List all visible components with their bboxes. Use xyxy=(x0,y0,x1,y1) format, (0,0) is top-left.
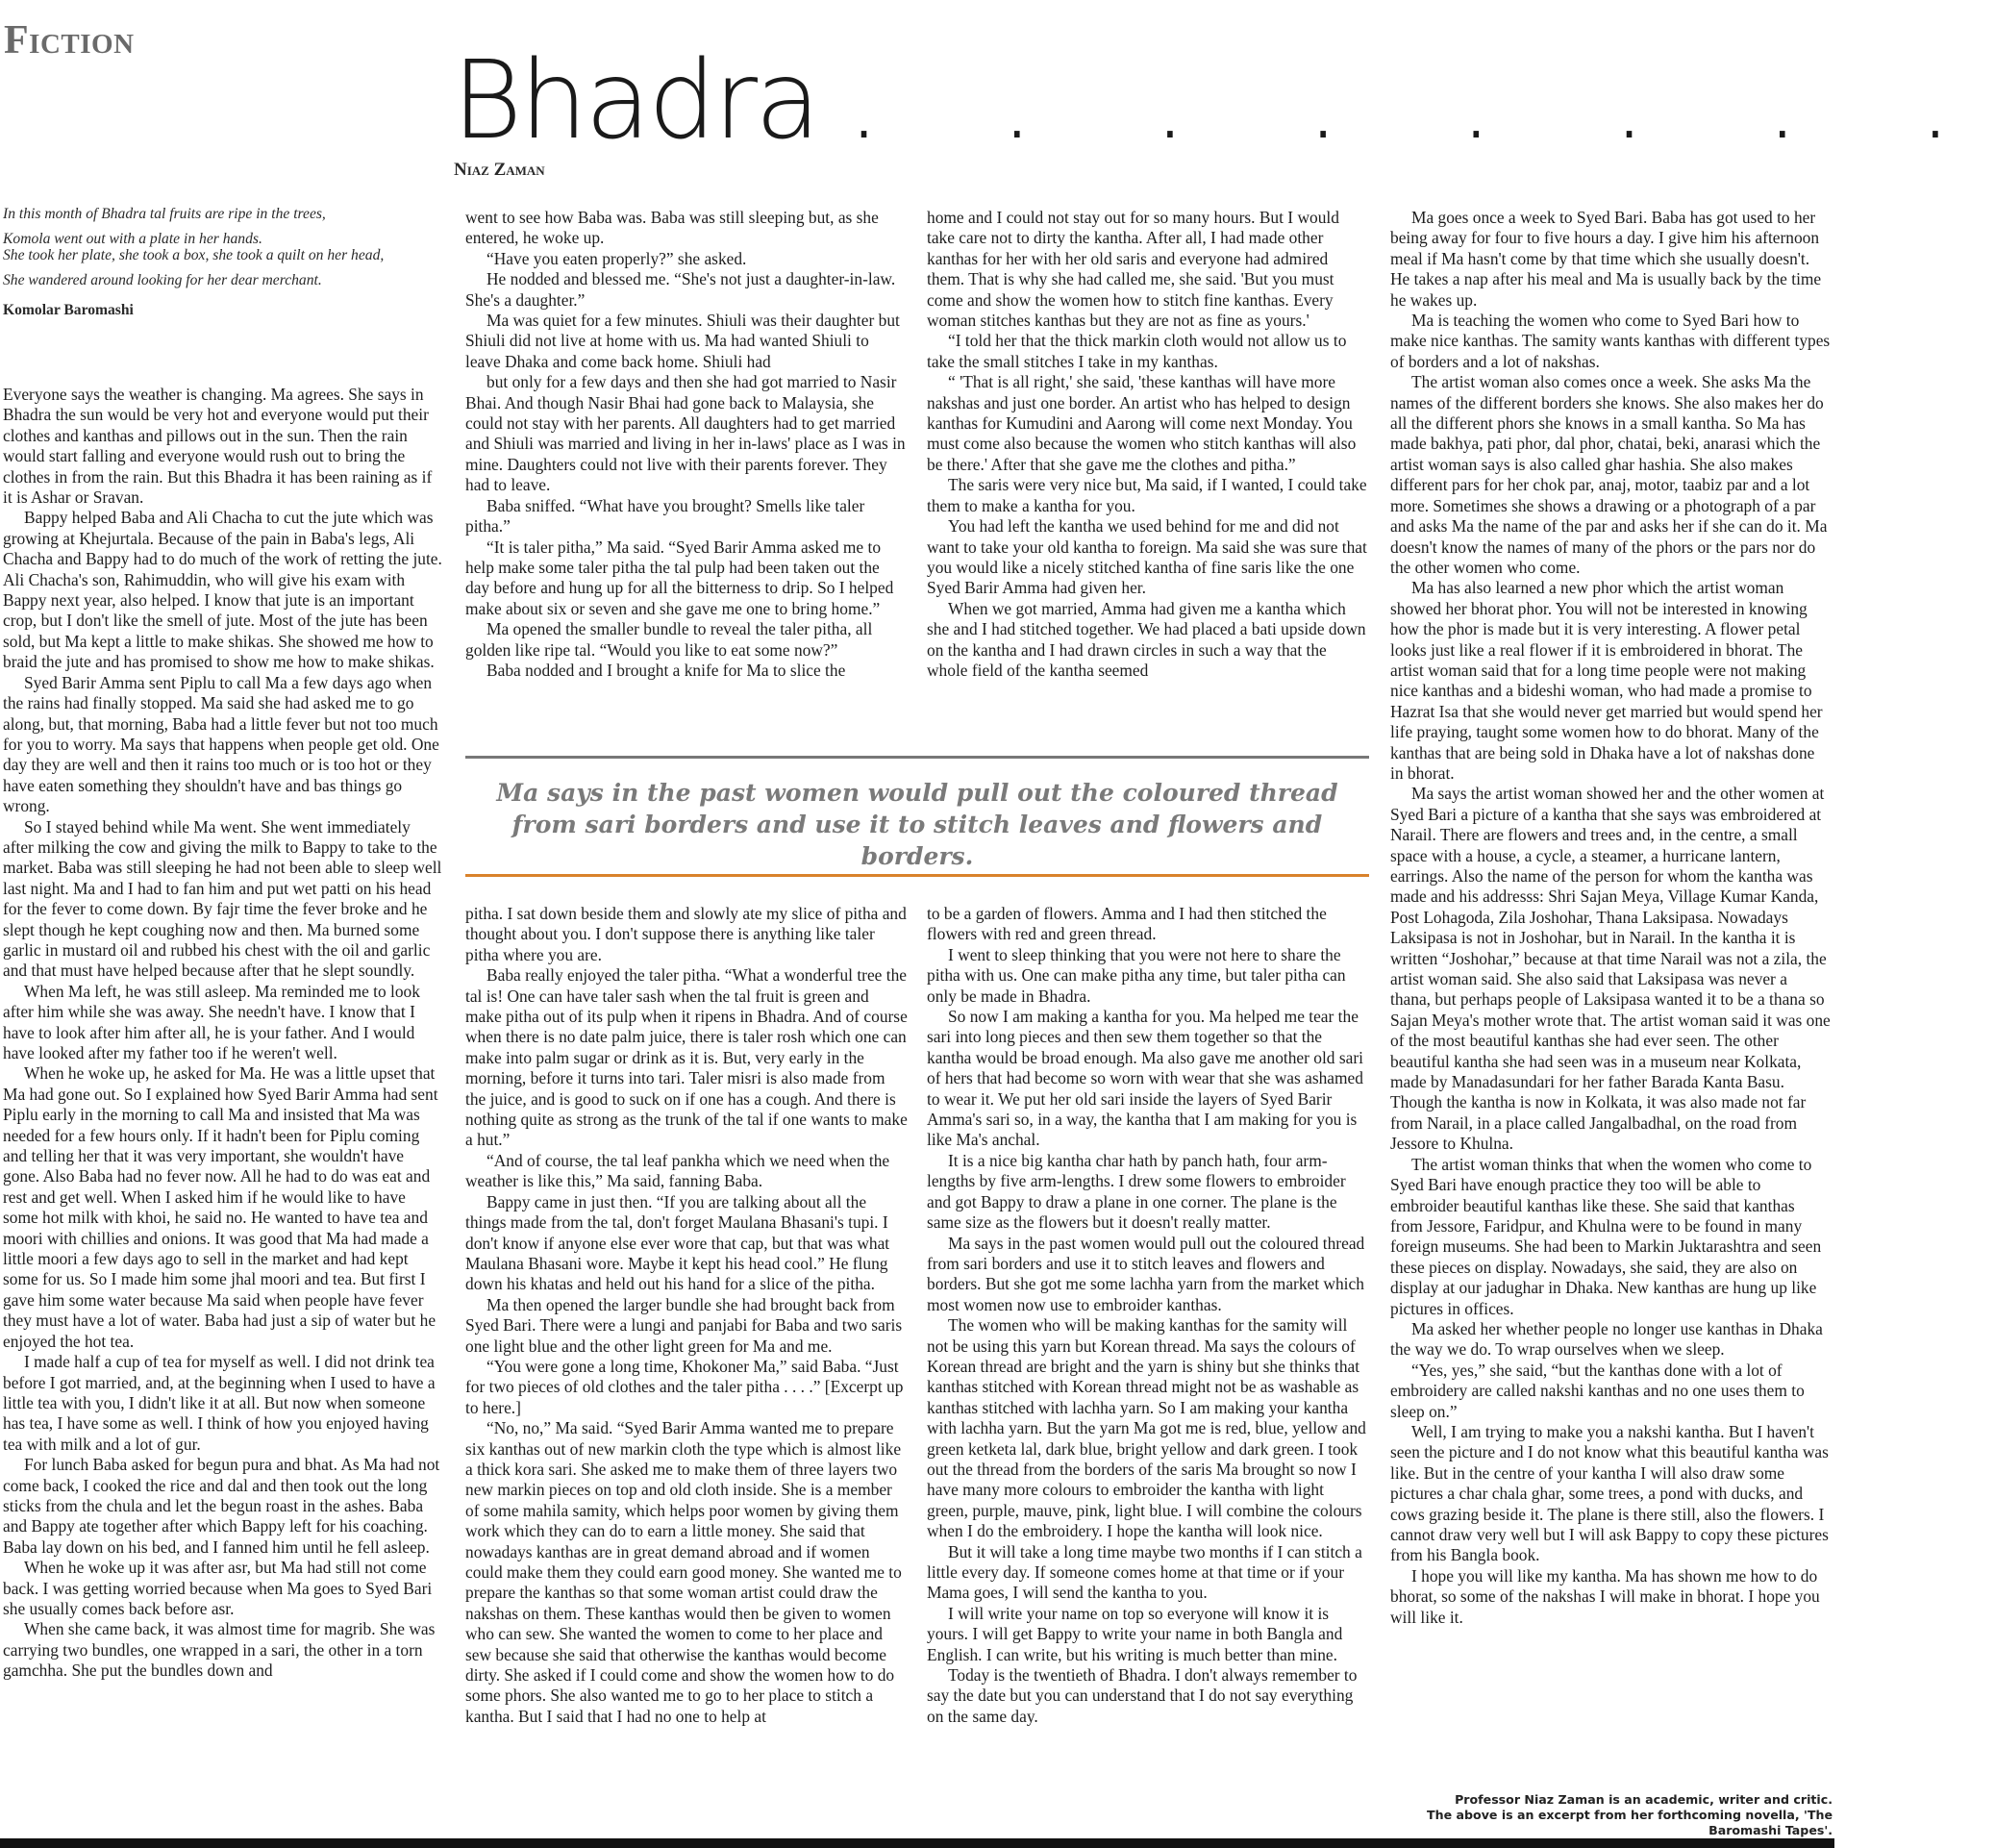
article-paragraph: But it will take a long time maybe two months if I can stitch a little every day. If someone comes home at that time or if your Mama goes, I will send the kantha to you. xyxy=(927,1541,1362,1603)
article-paragraph: When Ma left, he was still asleep. Ma reminded me to look after him while she was away. She needn't have. I know that I have to look after him after all, he is your father. And I would have looked after my father too if he weren't well. xyxy=(3,981,420,1062)
article-paragraph: When we got married, Amma had given me a kantha which she and I had stitched together. We had placed a bati upside down on the kantha and I had drawn circles in such a way that the whole field of the kantha seemed xyxy=(927,598,1366,680)
author-byline: Niaz Zaman xyxy=(454,160,545,180)
article-column-3-top xyxy=(927,208,1369,742)
verse-line: She wandered around looking for her dear merchant. xyxy=(3,272,322,288)
article-column-2-top xyxy=(465,208,908,742)
article-paragraph: He nodded and blessed me. “She's not just a daughter-in-law. She's a daughter.” xyxy=(465,269,896,310)
article-paragraph: The artist woman thinks that when the women who come to Syed Bari have enough practice they too will be able to embroider beautiful kanthas like these. She said that kanthas from Jessore, Faridpur, and Khulna were to be found in many foreign museums. She had been to Markin Juktarashtra and seen these pieces on display. Nowadays, she said, they are also on display at our jadughar in Dhaka. New kanthas are hung up like pictures in offices. xyxy=(1390,1154,1822,1318)
article-paragraph: When he woke up, he asked for Ma. He was a little upset that Ma had gone out. So I explained how Syed Barir Amma had sent Piplu early in the morning to call Ma and insisted that Ma was needed for a few hours only. If it hadn't been for Piplu coming and telling her that it was very important, she wouldn't have gone. Also Baba had no fever now. All he had to do was eat and rest and get well. When I asked him if he would like to have some hot milk with khoi, he said no. He wanted to have tea and moori with chillies and onions. It was good that Ma had made a little moori a few days ago to sell in the market and had kept some for us. So I made him some jhal moori and tea. But first I gave him some water because Ma said when people have fever they must have a lot of water. Baba had just a sip of water but he enjoyed the hot tea. xyxy=(3,1063,438,1351)
article-paragraph: to be a garden of flowers. Amma and I had then stitched the flowers with red and green thread. xyxy=(927,904,1327,944)
article-paragraph: pitha. I sat down beside them and slowly ate my slice of pitha and thought about you. I don't suppose there is anything like taler pitha where you are. xyxy=(465,904,907,964)
article-paragraph: Baba nodded and I brought a knife for Ma to slice the xyxy=(486,660,846,680)
article-paragraph: For lunch Baba asked for begun pura and bhat. As Ma had not come back, I cooked the rice and dal and then took out the long sticks from the chula and let the begun roast in the ashes. Baba and Bappy ate together after which Bappy left for his coaching. Baba lay down on his bed, and I fanned him until he fell asleep. xyxy=(3,1455,440,1557)
verse-line: Komola went out with a plate in her hands. xyxy=(3,231,262,247)
article-paragraph: Syed Barir Amma sent Piplu to call Ma a few days ago when the rains had finally stopped. Ma said she had asked me to go along, but, that morning, Baba had a little fever but not too much for you to worry. Ma says that happens when people get old. One day they are well and then it rains too much or is too hot or they have eaten something they shouldn't have and bas things go wrong. xyxy=(3,672,439,816)
pull-quote: Ma says in the past women would pull out the coloured thread from sari borders and use it to stitch leaves and flowers and borders. xyxy=(496,779,1338,870)
verse-line: She took her plate, she took a box, she took a quilt on her head, xyxy=(3,247,385,263)
article-paragraph: Ma says in the past women would pull out the coloured thread from sari borders and use it to stitch leaves and flowers and borders. But she got me some lachha yarn from the market which most women now use to embroider kanthas. xyxy=(927,1233,1365,1314)
verse-line: In this month of Bhadra tal fruits are ripe in the trees, xyxy=(3,206,326,222)
article-column-2-bottom xyxy=(465,904,908,1838)
article-paragraph: Ma has also learned a new phor which the artist woman showed her bhorat phor. You will not be interested in knowing how the phor is made but it is very interesting. A flower petal looks just like a real flower if it is embroidered in bhorat. The artist woman said that for a long time people were not making nice kanthas and a bideshi woman, who had made a promise to Hazrat Isa that she would never get married but would spend her life praying, taught some women how to do bhorat. Many of the kanthas that are being sold in Dhaka have a lot of nakshas done in bhorat. xyxy=(1390,578,1823,783)
article-paragraph: When she came back, it was almost time for magrib. She was carrying two bundles, one wrapped in a sari, the other in a torn gamchha. She put the bundles down and xyxy=(3,1619,436,1681)
article-paragraph: Ma says the artist woman showed her and the other women at Syed Bari a picture of a kantha that she says was embroidered at Narail. There are flowers and trees and, in the centre, a small space with a house, a cycle, a steamer, a hurricane lantern, earrings. Also the name of the person for whom the kantha was made and his addresss: Shri Sajan Meya, Village Kumar Kanda, Post Lohagoda, Zila Joshohar, Thana Laksipasa. Nowadays Laksipasa is not in Joshohar, but in Narail. In the kantha it is written “Joshohar,” because at that time Narail was not a zila, the artist woman said. She also said that Laksipasa was never a thana, but perhaps people of Laksipasa wanted it to be a thana so Sajan Meya's mother wrote that. The artist woman said it was one of the most beautiful kanthas she had ever seen. The other beautiful kantha she had seen was in a museum near Kolkata, made by Manadasundari for her father Barada Kanta Basu. Though the kantha is now in Kolkata, it was also made not far from Narail, in a place called Jangalbadhal, on the road from Jessore to Khulna. xyxy=(1390,784,1831,1154)
article-paragraph: but only for a few days and then she had got married to Nasir Bhai. And though Nasir Bhai had gone back to Malaysia, she could not stay with her parents. All daughters had to get married and Shiuli was married and living in her in-laws' place as I was in mine. Daughters could not live with their parents forever. They had to leave. xyxy=(465,372,906,495)
article-paragraph: “No, no,” Ma said. “Syed Barir Amma wanted me to prepare six kanthas out of new markin cloth the type which is almost like a thick kora sari. She asked me to make them of three layers two new markin pieces on top and old cloth inside. She is a member of some mahila samity, which helps poor women by giving them work which they can do to earn a little money. She said that nowadays kanthas are in great demand abroad and if women could make them they could earn good money. She wanted me to prepare the kanthas so that some woman artist could draw the nakshas on them. These kanthas would then be given to women who can sew. She wanted the women to come to her place and sew because she said that otherwise the kanthas would become dirty. She asked if I could come and show the women how to do some phors. She also wanted me to go to her place to stitch a kantha. But I said that I had no one to help at xyxy=(465,1418,902,1726)
author-bio-line: The above is an excerpt from her forthcoming novella, 'The Baromashi Tapes'. xyxy=(1427,1808,1833,1837)
story-title xyxy=(452,37,1995,165)
article-paragraph: Bappy came in just then. “If you are talking about all the things made from the tal, don't forget Maulana Bhasani's tupi. I don't know if anyone else ever wore that cap, but that was what Maulana Bhasani wore. Maybe it kept his head cool.” He flung down his khatas and held out his hand for a slice of the pitha. xyxy=(465,1191,890,1294)
article-paragraph: Well, I am trying to make you a nakshi kantha. But I haven't seen the picture and I do not know what this beautiful kantha was like. But in the centre of your kantha I will also draw some pictures a char chala ghar, some trees, a pond with ducks, and cows grazing beside it. The plane is there still, also the flowers. I cannot draw very well but I will ask Bappy to copy these pictures from his Bangla book. xyxy=(1390,1421,1829,1565)
article-paragraph: The women who will be making kanthas for the samity will not be using this yarn but Korean thread. Ma says the colours of Korean thread are bright and the yarn is shiny but she thinks that kanthas stitched with Korean thread might not be as washable as kanthas stitched with lachha yarn. So I am making your kantha with lachha yarn. But the yarn Ma got me is red, blue, yellow and green ketketa lal, dark blue, bright yellow and dark green. I took out the thread from the borders of the saris Ma brought so now I have many more colours to embroider the kantha with light green, purple, mauve, pink, light blue. I will combine the colours when I do the embroidery. I hope the kantha will look nice. xyxy=(927,1315,1366,1541)
article-paragraph: “ 'That is all right,' she said, 'these kanthas will have more nakshas and just one border. An artist who has helped to design kanthas for Kumudini and Aarong will come next Monday. You must come also because the women who stitch kanthas will also be there.' After that she gave me the clothes and pitha.” xyxy=(927,372,1357,474)
article-paragraph: Bappy helped Baba and Ali Chacha to cut the jute which was growing at Khejurtala. Because of the pain in Baba's legs, Ali Chacha and Bappy had to do much of the work of retting the jute. Ali Chacha's son, Rahimuddin, who will give his exam with Bappy next year, also helped. I know that jute is an important crop, but I don't like the smell of jute. Most of the jute has been sold, but Ma kept a little to make shikas. She showed me how to braid the jute and has promised to show me how to make shikas. xyxy=(3,508,442,672)
article-paragraph: home and I could not stay out for so many hours. But I would take care not to dirty the kantha. After all, I had made other kanthas for her with her old saris and everyone had admired them. That is why she had called me, she said. 'But you must come and show the women how to stitch fine kanthas. Every woman stitches kanthas but they are not as fine as yours.' xyxy=(927,208,1339,331)
article-paragraph: “I told her that the thick markin cloth would not allow us to take the small stitches I take in my kanthas. xyxy=(927,331,1347,371)
article-paragraph: It is a nice big kantha char hath by panch hath, four arm-lengths by five arm-lengths. I drew some flowers to embroider and got Bappy to draw a plane in one corner. The plane is the same size as the flowers but it doesn't really matter. xyxy=(927,1150,1346,1233)
article-paragraph: Ma was quiet for a few minutes. Shiuli was their daughter but Shiuli did not live at home with us. Ma had wanted Shiuli to leave Dhaka and come back home. Shiuli had xyxy=(465,311,900,371)
author-bio-line: Professor Niaz Zaman is an academic, writer and critic. xyxy=(1455,1792,1833,1807)
pull-quote-bottom-rule xyxy=(465,874,1369,877)
article-paragraph: Baba sniffed. “What have you brought? Smells like taler pitha.” xyxy=(465,495,865,537)
verse-source: Komolar Baromashi xyxy=(3,302,134,318)
article-column-3-bottom xyxy=(927,904,1369,1838)
article-paragraph: Ma opened the smaller bundle to reveal the taler pitha, all golden like ripe tal. “Would you like to eat some now?” xyxy=(465,619,873,660)
pull-quote-top-rule xyxy=(465,756,1369,759)
article-paragraph: “Have you eaten properly?” she asked. xyxy=(486,248,747,268)
article-paragraph: “You were gone a long time, Khokoner Ma,” said Baba. “Just for two pieces of old clothes and the taler pitha . . . .” [Excerpt up to here.] xyxy=(465,1356,904,1417)
epigraph xyxy=(3,206,445,327)
article-paragraph: I will write your name on top so everyone will know it is yours. I will get Bappy to write your name in both Bangla and English. I can write, but his writing is much better than mine. xyxy=(927,1603,1343,1664)
article-paragraph: went to see how Baba was. Baba was still sleeping but, as she entered, he woke up. xyxy=(465,208,879,248)
article-paragraph: When he woke up it was after asr, but Ma had still not come back. I was getting worried because when Ma goes to Syed Bari she usually comes back before asr. xyxy=(3,1558,433,1618)
article-paragraph: “Yes, yes,” she said, “but the kanthas done with a lot of embroidery are called nakshi kanthas and no one uses them to sleep on.” xyxy=(1390,1360,1805,1421)
article-paragraph: So I stayed behind while Ma went. She went immediately after milking the cow and giving the milk to Bappy to take to the market. Baba was still sleeping he had not been able to sleep well last night. Ma and I had to fan him and put wet patti on his head for the fever to come down. By fajr time the fever broke and he slept though he kept coughing now and then. Ma burned some garlic in mustard oil and rubbed his chest with the oil and garlic and that must have helped because after that he slept soundly. xyxy=(3,816,442,981)
article-paragraph: Today is the twentieth of Bhadra. I don't always remember to say the date but you can understand that I do not say everything on the same day. xyxy=(927,1665,1358,1726)
article-paragraph: Ma is teaching the women who come to Syed Bari how to make nice kanthas. The samity wants kanthas with different types of borders and a lot of nakshas. xyxy=(1390,311,1831,371)
title-dots: . . . . . . . . xyxy=(846,38,1995,163)
article-paragraph: Ma then opened the larger bundle she had brought back from Syed Bari. There were a lungi and panjabi for Baba and two saris one light blue and the other light green for Ma and me. xyxy=(465,1294,903,1356)
article-paragraph: The saris were very nice but, Ma said, if I wanted, I could take them to make a kantha for you. xyxy=(927,475,1367,515)
article-column-1 xyxy=(3,385,443,1838)
article-paragraph: Baba really enjoyed the taler pitha. “What a wonderful tree the tal is! One can have taler sash when the tal fruit is green and make pitha out of its pulp when it ripens in Bhadra. And of course when there is no date palm juice, there is taler rosh which one can make into palm sugar or drink as it is. But, very early in the morning, before it turns into tari. Taler misri is also made from the juice, and is good to suck on if one has a cough. And there is nothing quite as strong as the trunk of the tal if one wants to make a hut.” xyxy=(465,965,908,1150)
page-bottom-bar xyxy=(0,1838,1834,1848)
author-bio xyxy=(1404,1792,1833,1838)
story-title-text: Bhadra xyxy=(452,38,818,163)
article-column-4 xyxy=(1390,208,1831,1785)
article-paragraph: Ma goes once a week to Syed Bari. Baba has got used to her being away for four to five hours a day. I give him his afternoon meal if Ma hasn't come by that time which she usually doesn't. He takes a nap after his meal and Ma is usually back by the time he wakes up. xyxy=(1390,208,1822,310)
article-paragraph: Ma asked her whether people no longer use kanthas in Dhaka the way we do. To wrap ourselves when we sleep. xyxy=(1390,1318,1823,1360)
article-paragraph: I hope you will like my kantha. Ma has shown me how to do bhorat, so some of the nakshas I will make in bhorat. I hope you will like it. xyxy=(1390,1565,1820,1627)
article-paragraph: I made half a cup of tea for myself as well. I did not drink tea before I got married, and, at the beginning when I used to have a little tea with you, I didn't like it at all. But now when someone has tea, I have some as well. I think of how you enjoyed having tea with milk and a lot of gur. xyxy=(3,1352,436,1454)
article-paragraph: “And of course, the tal leaf pankha which we need when the weather is like this,” Ma said, fanning Baba. xyxy=(465,1150,890,1191)
article-paragraph: I went to sleep thinking that you were not here to share the pitha with us. One can make pitha any time, but taler pitha can only be made in Bhadra. xyxy=(927,944,1346,1006)
article-paragraph: You had left the kantha we used behind for me and did not want to take your old kantha to foreign. Ma said she was sure that you would like a nicely stitched kantha of fine saris like the one Syed Barir Amma had given her. xyxy=(927,516,1367,598)
article-paragraph: “It is taler pitha,” Ma said. “Syed Barir Amma asked me to help make some taler pitha the tal pulp had been taken out the day before and hung up for all the bitterness to drip. So I helped make about six or seven and she gave me one to bring home.” xyxy=(465,537,894,618)
article-paragraph: The artist woman also comes once a week. She asks Ma the names of the different borders she knows. She also makes her do all the different phors she knows in a small kantha. So Ma has made bakhya, pati phor, dal phor, chatai, beki, anarasi which the artist woman says is also called ghar hashia. She also makes different pars for her chok par, anaj, motor, taabiz par and a lot more. Sometimes she shows a drawing or a photograph of a par and asks Ma the name of the par and asks her if she can do it. Ma doesn't know the names of many of the phors or the pars nor do the other women who come. xyxy=(1390,372,1828,577)
section-label: Fiction xyxy=(4,18,135,62)
article-paragraph: So now I am making a kantha for you. Ma helped me tear the sari into long pieces and then sew them together so that the kantha would be broad enough. Ma also gave me another old sari of hers that had become so worn with wear that she was ashamed to wear it. We put her old sari inside the layers of Syed Barir Amma's sari so, in a way, the kantha that I am making for you is like Ma's anchal. xyxy=(927,1007,1363,1150)
article-paragraph: Everyone says the weather is changing. Ma agrees. She says in Bhadra the sun would be very hot and everyone would put their clothes and kanthas and pillows out in the sun. Then the rain would start falling and everyone would rush out to bring the clothes in from the rain. But this Bhadra it has been raining as if it is Ashar or Sravan. xyxy=(3,385,433,508)
